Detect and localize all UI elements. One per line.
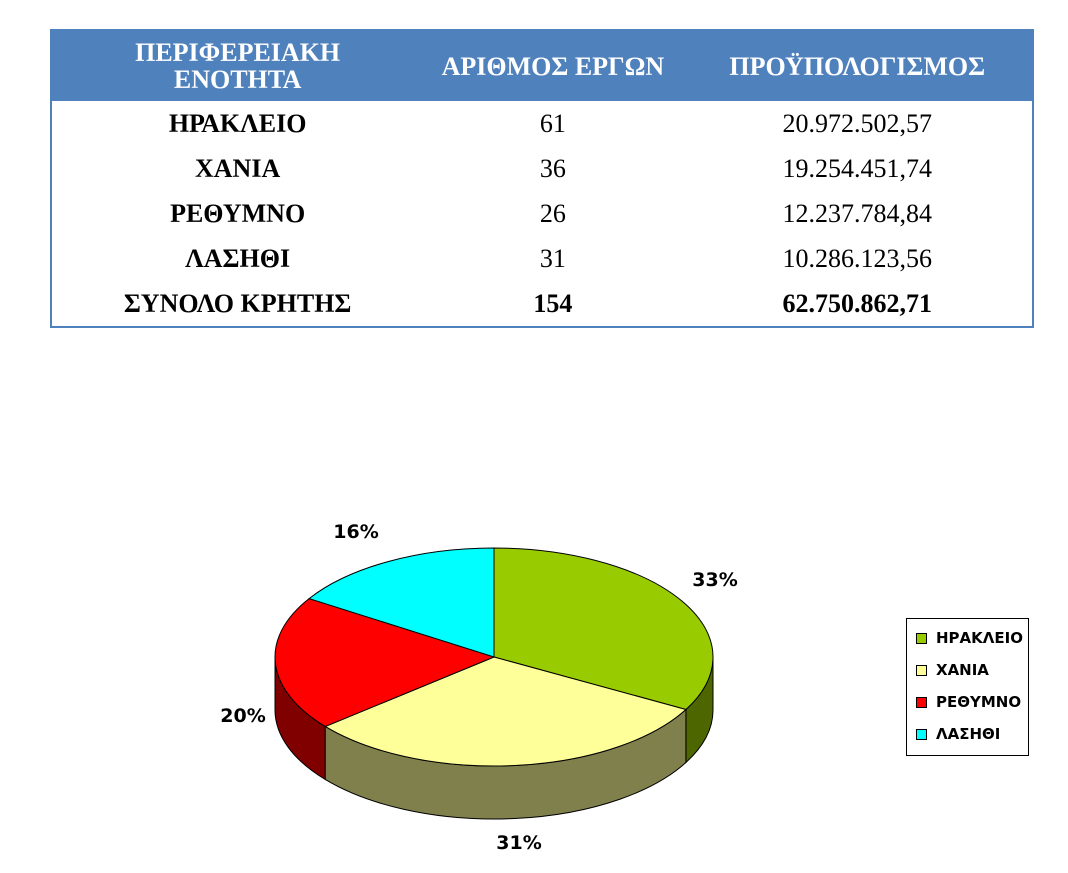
region-cell: ΗΡΑΚΛΕΙΟ [168, 108, 307, 138]
legend-swatch [916, 697, 927, 708]
legend-label: ΡΕΘΥΜΝΟ [936, 693, 1022, 711]
data-label-0: 33% [692, 569, 738, 591]
legend-item [916, 660, 989, 680]
region-cell: ΛΑΣΗΘΙ [185, 243, 291, 273]
header-region-text: ΠΕΡΙΦΕΡΕΙΑΚΗ ΕΝΟΤΗΤΑ [135, 38, 341, 94]
legend-label: ΛΑΣΗΘΙ [936, 725, 1001, 743]
budget-cell: 12.237.784,84 [782, 198, 932, 228]
legend-label: ΧΑΝΙΑ [936, 661, 989, 679]
data-label-3: 16% [333, 521, 379, 543]
legend-swatch [916, 729, 927, 740]
region-cell: ΧΑΝΙΑ [195, 153, 281, 183]
projects-cell: 36 [539, 153, 566, 183]
budget-cell: 10.286.123,56 [782, 243, 932, 273]
legend-swatch [916, 665, 927, 676]
budget-cell: 20.972.502,57 [782, 108, 932, 138]
data-label-2: 20% [220, 705, 266, 727]
budget-cell: 19.254.451,74 [782, 153, 932, 183]
total-budget-cell: 62.750.862,71 [782, 288, 932, 318]
legend-item [916, 628, 1023, 648]
legend-label: ΗΡΑΚΛΕΙΟ [936, 629, 1023, 647]
projects-cell: 31 [539, 243, 566, 273]
projects-cell: 61 [539, 108, 566, 138]
legend-swatch [916, 633, 927, 644]
chart-legend [906, 618, 1029, 756]
legend-item [916, 724, 1000, 744]
total-region-cell: ΣΥΝΟΛΟ ΚΡΗΤΗΣ [123, 288, 352, 318]
legend-item [916, 692, 1021, 712]
header-projects: ΑΡΙΘΜΟΣ ΕΡΓΩΝ [423, 30, 682, 101]
region-cell: ΡΕΘΥΜΝΟ [170, 198, 306, 228]
projects-cell: 26 [539, 198, 566, 228]
data-label-1: 31% [496, 832, 542, 854]
total-projects-cell: 154 [533, 288, 573, 318]
header-budget: ΠΡΟΫΠΟΛΟΓΙΣΜΟΣ [683, 30, 1034, 101]
